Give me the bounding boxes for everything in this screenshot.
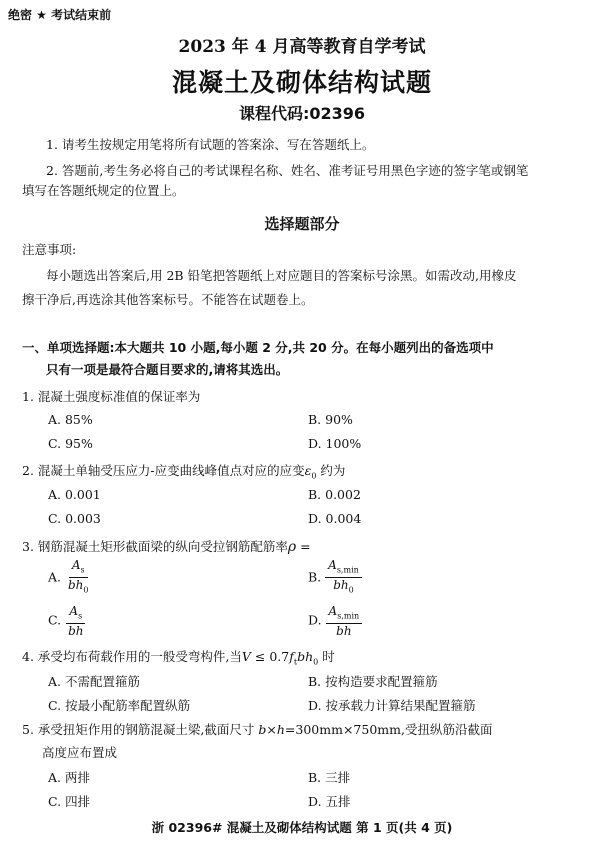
q1-option-c: C. 95% bbox=[48, 436, 93, 451]
subject-title: 混凝土及砌体结构试题 bbox=[171, 68, 432, 97]
q5-stem: 5. 承受扭矩作用的钢筋混凝土梁,截面尺寸 b×h=300mm×750mm,受扭纵筋沿截面 bbox=[22, 722, 493, 737]
page-footer: 浙 02396# 混凝土及砌体结构试题 第 1 页(共 4 页) bbox=[151, 820, 453, 835]
exam-title: 2023 年 4 月高等教育自学考试 bbox=[178, 37, 426, 57]
q4-option-c: C. 按最小配筋率配置纵筋 bbox=[48, 698, 191, 713]
q2-stem-b: 约为 bbox=[320, 463, 346, 478]
part1-heading-1: 一、单项选择题:本大题共 10 小题,每小题 2 分,共 20 分。在每小题列出的备选项中 bbox=[22, 340, 494, 355]
instruction-2b: 填写在答题纸规定的位置上。 bbox=[22, 183, 185, 198]
q1-option-b: B. 90% bbox=[308, 412, 353, 427]
q1-stem: 1. 混凝土强度标准值的保证率为 bbox=[22, 389, 201, 404]
q3-option-d: D. $\frac{A_{s,min}}{bh}$ bbox=[308, 604, 362, 638]
q2-option-b: B. 0.002 bbox=[308, 487, 361, 502]
q5-option-d: D. 五排 bbox=[308, 794, 351, 809]
q1-option-d: D. 100% bbox=[308, 436, 362, 451]
q4-stem-b: 时 bbox=[322, 649, 335, 664]
formula-asmin-over-bh: $\frac{A_{s,min}}{bh}$ bbox=[326, 604, 363, 638]
q1-option-a: A. 85% bbox=[48, 412, 93, 427]
q3-option-a: A. $\frac{A_s}{bh_0}$ bbox=[48, 558, 92, 598]
notes-line-2: 擦干净后,再选涂其他答案标号。不能答在试题卷上。 bbox=[22, 292, 314, 307]
q2-stem: 2. 混凝土单轴受压应力-应变曲线峰值点对应的应变$\varepsilon_0$ 约为 bbox=[22, 463, 346, 481]
q3-stem-text: 3. 钢筋混凝土矩形截面梁的纵向受拉钢筋配筋率 bbox=[22, 539, 288, 554]
q2-option-d: D. 0.004 bbox=[308, 511, 362, 526]
q5-option-a: A. 两排 bbox=[48, 770, 90, 785]
formula-asmin-over-bh0: $\frac{A_{s,min}}{bh_0}$ bbox=[325, 558, 362, 598]
q5-stem-a: 5. 承受扭矩作用的钢筋混凝土梁,截面尺寸 bbox=[22, 722, 255, 737]
q5-option-b: B. 三排 bbox=[308, 770, 351, 785]
instruction-1: 1. 请考生按规定用笔将所有试题的答案涂、写在答题纸上。 bbox=[46, 137, 375, 152]
notes-label: 注意事项: bbox=[22, 242, 77, 257]
q5-stem-c: 高度应布置成 bbox=[42, 745, 118, 760]
formula-as-over-bh0: $\frac{A_s}{bh_0}$ bbox=[68, 558, 89, 595]
q3-option-b: B. $\frac{A_{s,min}}{bh_0}$ bbox=[308, 558, 362, 598]
instruction-2a: 2. 答题前,考生务必将自己的考试课程名称、姓名、准考证号用黑色字迹的签字笔或钢笔 bbox=[46, 163, 529, 178]
secret-header: 绝密 ★ 考试结束前 bbox=[8, 8, 112, 22]
q4-stem-a: 4. 承受均布荷载作用的一般受弯构件,当 bbox=[22, 649, 242, 664]
q2-stem-a: 2. 混凝土单轴受压应力-应变曲线峰值点对应的应变 bbox=[22, 463, 305, 478]
section-title: 选择题部分 bbox=[264, 215, 340, 233]
q4-option-d: D. 按承载力计算结果配置箍筋 bbox=[308, 698, 476, 713]
q5-stem-b: =300mm×750mm,受扭纵筋沿截面 bbox=[284, 722, 493, 737]
part1-heading-2: 只有一项是最符合题目要求的,请将其选出。 bbox=[46, 362, 289, 377]
notes-line-1: 每小题选出答案后,用 2B 铅笔把答题纸上对应题目的答案标号涂黑。如需改动,用橡皮 bbox=[46, 268, 517, 283]
q3-stem: 3. 钢筋混凝土矩形截面梁的纵向受拉钢筋配筋率ρ = bbox=[22, 539, 311, 555]
q2-option-c: C. 0.003 bbox=[48, 511, 101, 526]
q3-option-c: C. $\frac{A_s}{bh}$ bbox=[48, 604, 87, 638]
q2-option-a: A. 0.001 bbox=[48, 487, 101, 502]
q4-option-b: B. 按构造要求配置箍筋 bbox=[308, 674, 438, 689]
q4-option-a: A. 不需配置箍筋 bbox=[48, 674, 140, 689]
q5-option-c: C. 四排 bbox=[48, 794, 91, 809]
q4-stem: 4. 承受均布荷载作用的一般受弯构件,当$V \le 0.7f_tbh_0$ 时 bbox=[22, 649, 335, 667]
course-code: 课程代码:02396 bbox=[238, 104, 366, 123]
formula-as-over-bh: $\frac{A_s}{bh}$ bbox=[68, 604, 84, 639]
